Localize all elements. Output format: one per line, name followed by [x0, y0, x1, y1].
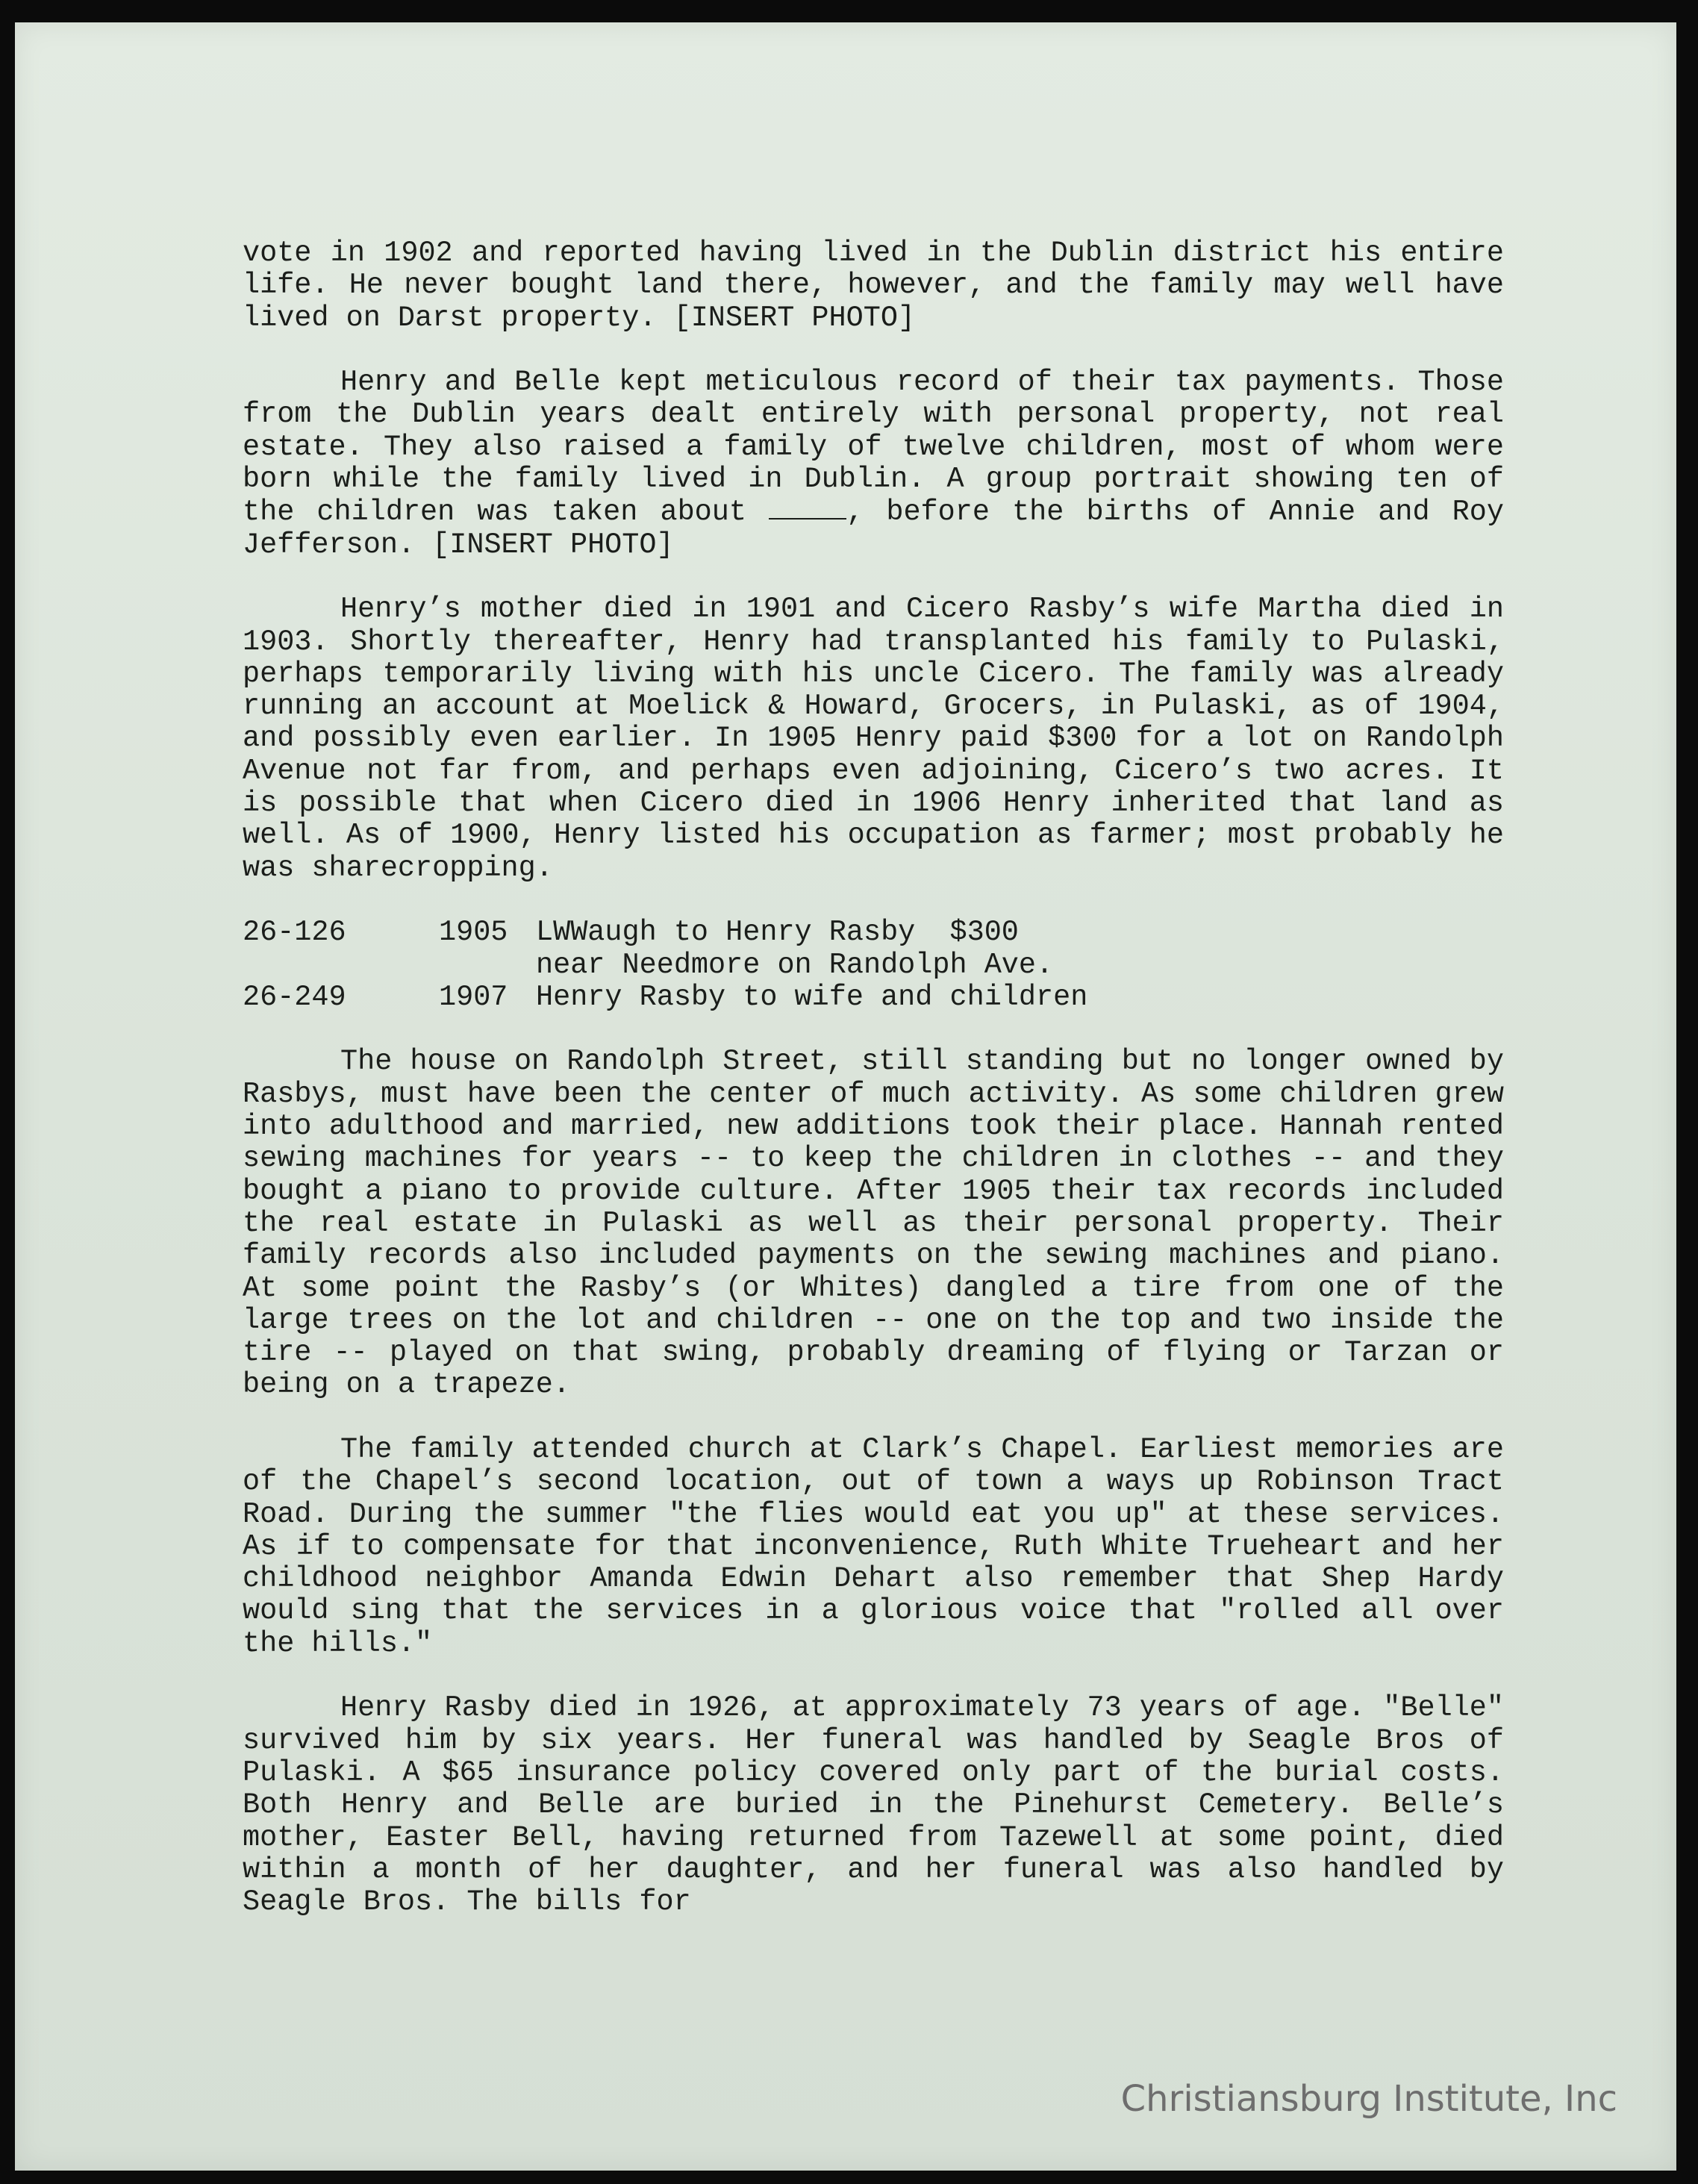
- body-text: [243, 237, 1504, 1951]
- document-page: [15, 22, 1676, 2171]
- deed-year: 1907: [439, 980, 508, 1014]
- paragraph: vote in 1902 and reported having lived in the Dublin district his entire life. He never bought land there, however, and the family may well have lived on Darst property. [INSERT PHOTO]: [243, 237, 1504, 334]
- deed-row: [243, 982, 1504, 1014]
- paragraph: The family attended church at Clark’s Chapel. Earliest memories are of the Chapel’s second location, out of town a ways up Robinson Tract Road. During the summer "the flies would eat you up" at these services. As if to compensate for that inconvenience, Ruth White Trueheart and her childhood neighbor Amanda Edwin Dehart also remember that Shep Hardy would sing that the services in a glorious voice that "rolled all over the hills.": [243, 1432, 1504, 1660]
- deed-desc: [536, 917, 1053, 982]
- paragraph: [243, 366, 1504, 561]
- deed-ref: 26-126: [243, 916, 346, 949]
- deed-line: LWWaugh to Henry Rasby $300: [536, 916, 1019, 949]
- paragraph: Henry’s mother died in 1901 and Cicero Rasby’s wife Martha died in 1903. Shortly thereafter, Henry had transplanted his family to Pulaski, perhaps temporarily living with his uncle Cicero. The family was already running an account at Moelick & Howard, Grocers, in Pulaski, as of 1904, and possibly even earlier. In 1905 Henry paid $300 for a lot on Randolph Avenue not far from, and perhaps even adjoining, Cicero’s two acres. It is possible that when Cicero died in 1906 Henry inherited that land as well. As of 1900, Henry listed his occupation as farmer; most probably he was sharecropping.: [243, 593, 1504, 884]
- paragraph: Henry Rasby died in 1926, at approximately 73 years of age. "Belle" survived him by six years. Her funeral was handled by Seagle Bros of Pulaski. A $65 insurance policy covered only part of the burial costs. Both Henry and Belle are buried in the Pinehurst Cemetery. Belle’s mother, Easter Bell, having returned from Tazewell at some point, died within a month of her daughter, and her funeral was also handled by Seagle Bros. The bills for: [243, 1691, 1504, 1919]
- deed-line: Henry Rasby to wife and children: [536, 980, 1088, 1014]
- paragraph-part: , before the births of Annie and Roy Jefferson. [INSERT PHOTO]: [243, 496, 1504, 561]
- blank-line: [769, 496, 846, 520]
- deed-row: [243, 917, 1504, 982]
- paragraph: The house on Randolph Street, still standing but no longer owned by Rasbys, must have been the center of much activity. As some children grew into adulthood and married, new additions took their place. Hannah rented sewing machines for years -- to keep the children in clothes -- and they bought a piano to provide culture. After 1905 their tax records included the real estate in Pulaski as well as their personal property. Their family records also included payments on the sewing machines and piano. At some point the Rasby’s (or Whites) dangled a tire from one of the large trees on the lot and children -- one on the top and two inside the tire -- played on that swing, probably dreaming of flying or Tarzan or being on a trapeze.: [243, 1045, 1504, 1402]
- deed-line: near Needmore on Randolph Ave.: [536, 948, 1054, 982]
- deed-desc: [536, 982, 1087, 1014]
- paragraph-part: Henry and Belle kept meticulous record of their tax payments. Those from the Dublin years dealt entirely with personal property, not real estate. They also raised a family of twelve children, most of whom were born while the family lived in Dublin. A group portrait showing ten of the children was taken about: [243, 366, 1504, 529]
- watermark: Christiansburg Institute, Inc: [1120, 2078, 1617, 2120]
- deed-ref: 26-249: [243, 980, 346, 1014]
- deed-list: [243, 917, 1504, 1014]
- deed-year: 1905: [439, 916, 508, 949]
